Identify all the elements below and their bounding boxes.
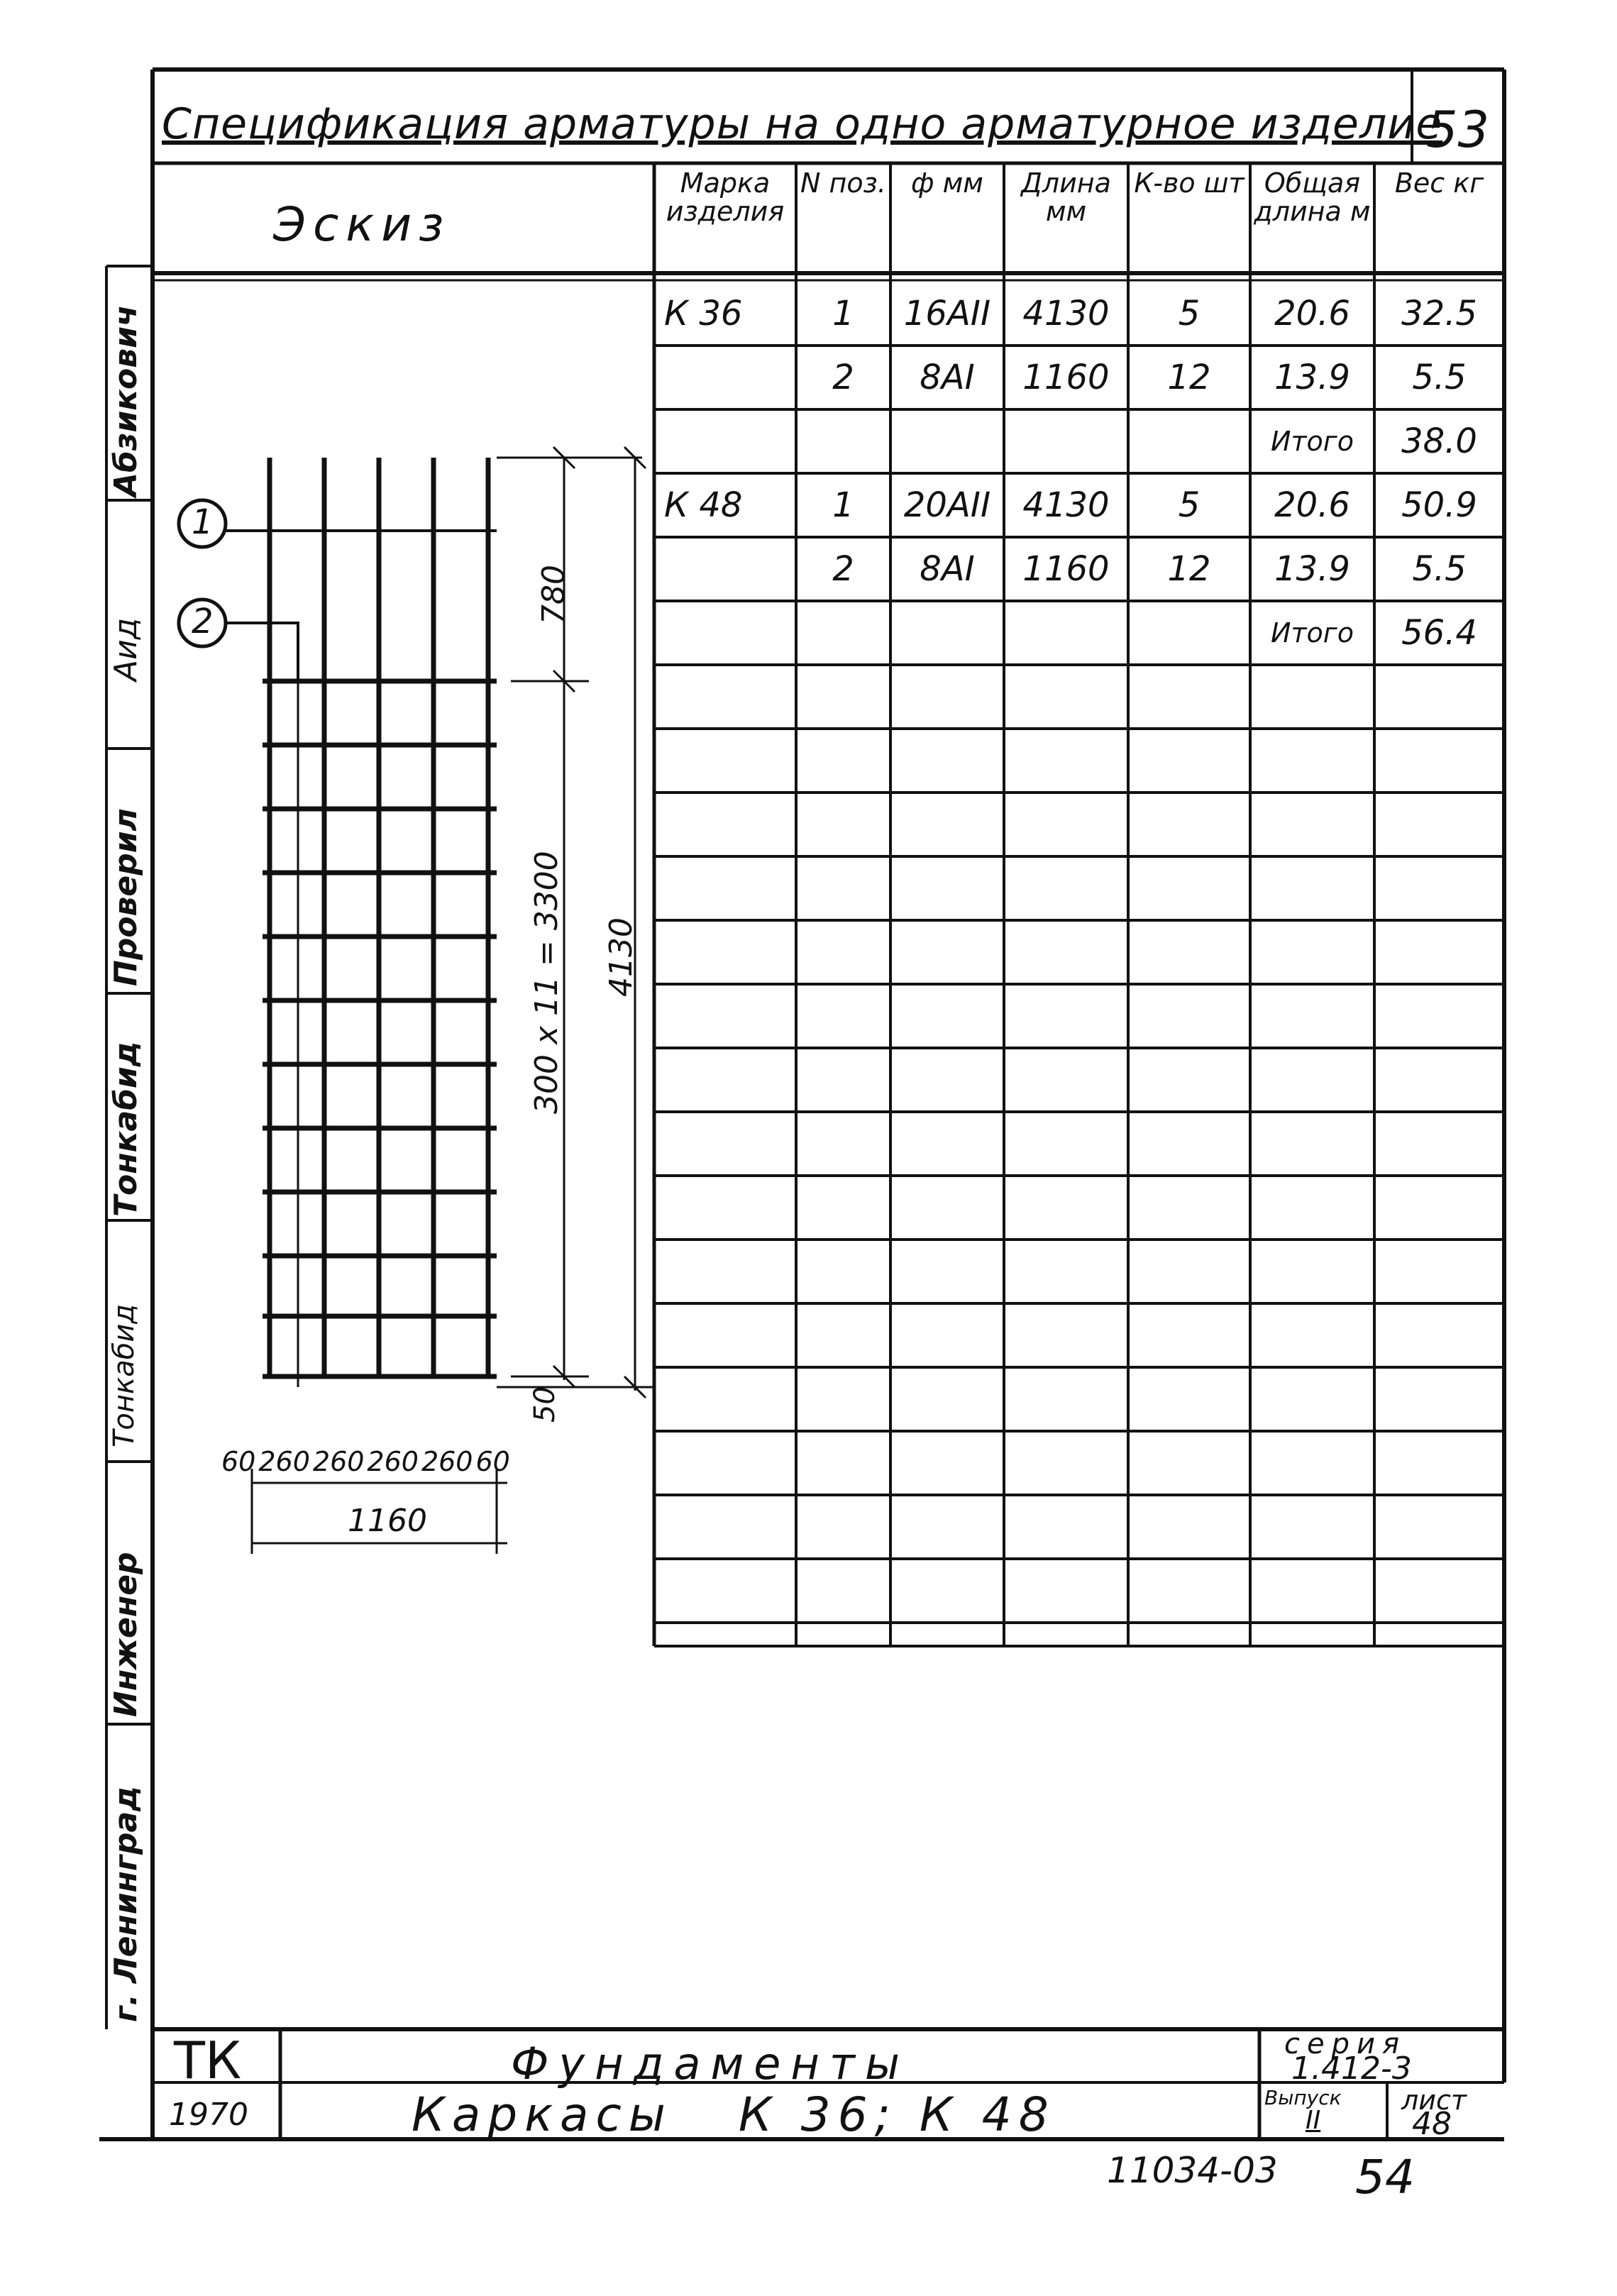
cell-total: 20.6 <box>1274 294 1350 333</box>
cell-mark <box>654 537 796 601</box>
cell-weight: 5.5 <box>1412 358 1467 397</box>
stamp-name-4: Инженер <box>108 1552 144 1717</box>
dim-3300: 300 x 11 = 3300 <box>529 851 565 1114</box>
issue-value: II <box>1306 2106 1321 2135</box>
header-weight: Вес кг <box>1394 167 1484 199</box>
cell-qty: 12 <box>1167 358 1211 397</box>
stamp-name-3: Проверил <box>108 808 144 986</box>
cell-length: 4130 <box>1022 485 1110 525</box>
cell-diam: 16AII <box>903 294 991 333</box>
cell-weight: 32.5 <box>1401 294 1477 333</box>
cell-qty <box>1128 601 1250 665</box>
cell-diam <box>890 601 1004 665</box>
dim-4130: 4130 <box>603 917 639 997</box>
cell-mark <box>654 409 796 473</box>
stamp-signature-2: Тонкабид <box>108 1303 140 1447</box>
cell-pos: 1 <box>832 294 854 333</box>
footer-number: 54 <box>1355 2150 1415 2204</box>
spacing-3: 260 <box>367 1446 419 1477</box>
sheet-label: лист <box>1401 2085 1467 2116</box>
cell-length: 1160 <box>1022 549 1110 589</box>
spacing-2: 260 <box>312 1446 365 1477</box>
issue-label: Выпуск <box>1264 2086 1342 2109</box>
spacing-edge-right: 60 <box>475 1446 510 1477</box>
drawing-title: Каркасы К 36; К 48 <box>412 2087 1056 2142</box>
cell-length <box>1004 601 1128 665</box>
cell-diam: 8AI <box>920 358 975 397</box>
callout-2: 2 <box>192 602 214 641</box>
cell-mark: К 48 <box>664 485 743 525</box>
cell-total: 13.9 <box>1274 358 1350 397</box>
spec-title: Спецификация арматуры на одно арматурное изделие <box>162 99 1443 149</box>
sheet-value: 48 <box>1412 2106 1452 2142</box>
dim-50: 50 <box>529 1386 561 1423</box>
org-code: ТК <box>174 2031 242 2090</box>
cell-pos <box>796 409 890 473</box>
cell-mark <box>654 601 796 665</box>
series-value: 1.412-3 <box>1291 2051 1412 2087</box>
header-mark: Марка изделия <box>666 167 785 227</box>
year: 1970 <box>169 2097 248 2133</box>
bar-spacing <box>221 1446 510 1477</box>
cell-qty <box>1128 409 1250 473</box>
cell-weight: 56.4 <box>1401 613 1477 653</box>
cell-weight: 38.0 <box>1401 421 1477 461</box>
dim-1160: 1160 <box>348 1503 427 1539</box>
header-pos: N поз. <box>800 167 886 199</box>
cell-total: Итого <box>1270 426 1354 457</box>
header-sketch: Эскиз <box>273 197 451 252</box>
cell-diam <box>890 409 1004 473</box>
cell-mark: К 36 <box>664 294 743 333</box>
cell-pos: 1 <box>832 485 854 525</box>
cell-diam: 8AI <box>920 549 975 589</box>
header-diam: ф мм <box>911 167 983 199</box>
callout-1: 1 <box>192 502 214 542</box>
cell-total: 20.6 <box>1274 485 1350 525</box>
series-label: серия <box>1284 2028 1407 2060</box>
cell-diam: 20AII <box>903 485 991 525</box>
cell-qty: 5 <box>1178 294 1201 333</box>
cell-qty: 12 <box>1167 549 1211 589</box>
stamp-city: г. Ленинград <box>108 1786 144 2022</box>
spacing-edge-left: 60 <box>221 1446 256 1477</box>
stamp-name-1: Абзикович <box>108 304 144 497</box>
cell-total: 13.9 <box>1274 549 1350 589</box>
cell-pos: 2 <box>832 549 854 589</box>
cell-weight: 50.9 <box>1401 485 1477 525</box>
header-qty: К-во шт <box>1134 167 1245 199</box>
spacing-4: 260 <box>421 1446 473 1477</box>
cell-mark <box>654 346 796 409</box>
stamp-name-2: Тонкабид <box>108 1041 144 1217</box>
cell-length: 4130 <box>1022 294 1110 333</box>
cell-pos: 2 <box>832 358 854 397</box>
page-number: 53 <box>1426 101 1490 159</box>
cell-length: 1160 <box>1022 358 1110 397</box>
subject: Фундаменты <box>511 2038 910 2090</box>
dim-780: 780 <box>536 565 572 624</box>
header-length: Длина мм <box>1021 167 1111 227</box>
cell-qty: 5 <box>1178 485 1201 525</box>
spacing-1: 260 <box>258 1446 310 1477</box>
footer-code: 11034-03 <box>1107 2150 1278 2191</box>
cell-weight: 5.5 <box>1412 549 1467 589</box>
cell-total: Итого <box>1270 617 1354 648</box>
cell-pos <box>796 601 890 665</box>
cell-length <box>1004 409 1128 473</box>
header-total-length: Общая длина м <box>1254 167 1371 227</box>
stamp-signature-1: Аид <box>108 617 144 681</box>
